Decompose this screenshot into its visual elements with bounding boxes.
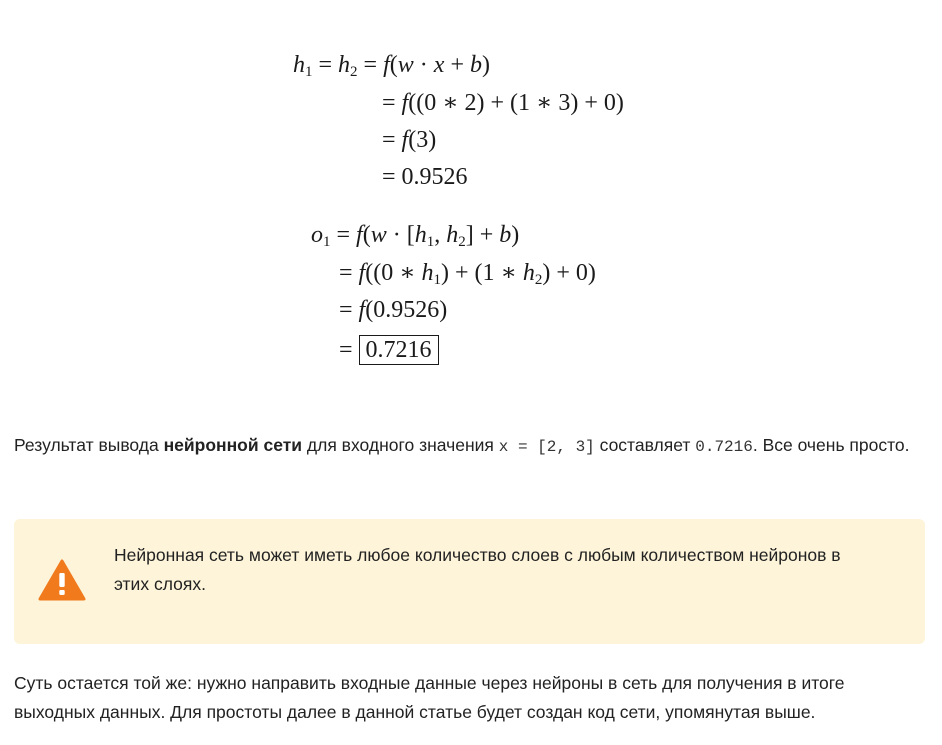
equation-o-line-2: = f((0 ∗ $h_1) + (1$ ∗ $h_2) + 0$) <box>339 260 596 288</box>
warning-icon <box>38 558 86 602</box>
inline-code-input: x = [2, 3] <box>498 438 595 456</box>
summary-paragraph: Суть остается той же: нужно направить входные данные через нейроны в сеть для получения в итоге выходных данных. Для простоты далее в данной статье будет создан код сети, упомянутая выше. <box>14 673 845 722</box>
callout-text: Нейронная сеть может иметь любое количество слоев с любым количеством нейронов в этих слоях. <box>114 545 841 594</box>
inline-code-result: 0.7216 <box>695 438 753 456</box>
equation-h-line-2: = f((0 ∗ 2) + (1 ∗ 3) + 0) <box>382 90 624 116</box>
equation-o-line-3: = f(0.9526) <box>339 297 448 323</box>
bold-term: нейронной сети <box>163 435 303 455</box>
equation-o-line-4: = 0.7216 <box>339 335 439 365</box>
equation-h-line-1: $h_1 = h_2 = f(w \cdot x + b)$ <box>293 52 490 80</box>
equation-h-line-4: = 0.9526 <box>382 164 468 190</box>
equation-h-line-3: = f(3) <box>382 127 437 153</box>
equation-o-line-1: $o_1 = f(w \cdot [h_1$, $h_2] + b$) <box>311 222 520 250</box>
warning-callout <box>14 519 925 644</box>
result-box: 0.7216 <box>359 335 439 365</box>
result-paragraph: Результат вывода нейронной сети для входного значения x = [2, 3] составляет 0.7216. Все очень просто. <box>14 435 910 456</box>
